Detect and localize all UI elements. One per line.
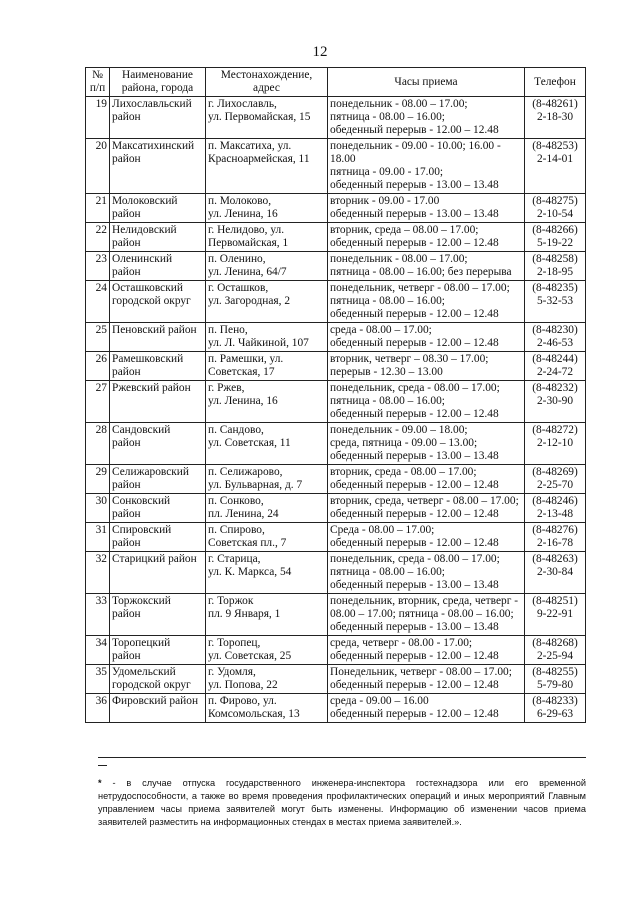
row-address: г. Ржев, ул. Ленина, 16 [206,381,328,423]
footnote-dash [98,765,107,766]
row-address: г. Торопец, ул. Советская, 25 [206,636,328,665]
row-district: Осташковский городской округ [110,281,206,323]
table-header-row [86,68,586,97]
row-phone: (8-48235) 5-32-53 [525,281,586,323]
row-hours: понедельник - 09.00 – 18.00; среда, пятница - 09.00 – 13.00; обеденный перерыв - 13.00 – 13.48 [328,423,525,465]
row-district: Оленинский район [110,252,206,281]
row-address: п. Рамешки, ул. Советская, 17 [206,352,328,381]
row-num: 28 [86,423,110,465]
row-hours: среда, четверг - 08.00 - 17.00; обеденный перерыв - 12.00 – 12.48 [328,636,525,665]
row-num: 26 [86,352,110,381]
row-address: п. Оленино, ул. Ленина, 64/7 [206,252,328,281]
row-district: Молоковский район [110,194,206,223]
row-hours: среда - 08.00 – 17.00; обеденный перерыв - 12.00 – 12.48 [328,323,525,352]
header-address: Местонахождение, адрес [206,68,328,97]
row-district: Торопецкий район [110,636,206,665]
row-district: Фировский район [110,694,206,723]
row-num: 35 [86,665,110,694]
row-district: Селижаровский район [110,465,206,494]
row-address: г. Удомля, ул. Попова, 22 [206,665,328,694]
row-num: 29 [86,465,110,494]
row-district: Максатихинский район [110,139,206,194]
row-district: Сандовский район [110,423,206,465]
table-row [86,594,586,636]
row-num: 34 [86,636,110,665]
table-row [86,139,586,194]
row-district: Спировский район [110,523,206,552]
row-district: Лихославльский район [110,97,206,139]
row-num: 23 [86,252,110,281]
table-row [86,423,586,465]
row-address: г. Осташков, ул. Загородная, 2 [206,281,328,323]
row-hours: понедельник, четверг - 08.00 – 17.00; пятница - 08.00 – 16.00; обеденный перерыв - 12.00 – 12.48 [328,281,525,323]
row-hours: вторник, четверг – 08.30 – 17.00; перерыв - 12.30 – 13.00 [328,352,525,381]
row-address: п. Молоково, ул. Ленина, 16 [206,194,328,223]
row-address: г. Нелидово, ул. Первомайская, 1 [206,223,328,252]
row-num: 32 [86,552,110,594]
table-row [86,194,586,223]
row-hours: среда - 09.00 – 16.00 обеденный перерыв - 12.00 – 12.48 [328,694,525,723]
row-district: Ржевский район [110,381,206,423]
row-num: 22 [86,223,110,252]
row-phone: (8-48258) 2-18-95 [525,252,586,281]
footnote-separator [98,757,586,758]
row-district: Сонковский район [110,494,206,523]
table-row [86,494,586,523]
footnote-text: - в случае отпуска государственного инженера-инспектора гостехнадзора или его временной нетрудоспособности, а также во время проведения профилактических операций и иных мероприятий Главным управлением часы приема заявителей могут быть изменены. Информацию об изменении часов приема заявителей разместить на информационных стендах в местах приема заявителей.». [98,778,586,827]
row-num: 30 [86,494,110,523]
header-district: Наименование района, города [110,68,206,97]
row-hours: Понедельник, четверг - 08.00 – 17.00; обеденный перерыв - 12.00 – 12.48 [328,665,525,694]
row-num: 20 [86,139,110,194]
row-phone: (8-48268) 2-25-94 [525,636,586,665]
row-hours: понедельник - 08.00 – 17.00; пятница - 08.00 – 16.00; обеденный перерыв - 12.00 – 12.48 [328,97,525,139]
table-row [86,223,586,252]
page-number: 12 [312,44,328,60]
row-num: 24 [86,281,110,323]
row-district: Старицкий район [110,552,206,594]
row-phone: (8-48251) 9-22-91 [525,594,586,636]
row-district: Удомельский городской округ [110,665,206,694]
row-address: п. Селижарово, ул. Бульварная, д. 7 [206,465,328,494]
row-address: п. Сандово, ул. Советская, 11 [206,423,328,465]
row-num: 36 [86,694,110,723]
table-row [86,323,586,352]
row-phone: (8-48272) 2-12-10 [525,423,586,465]
row-address: п. Фирово, ул. Комсомольская, 13 [206,694,328,723]
row-district: Нелидовский район [110,223,206,252]
row-phone: (8-48276) 2-16-78 [525,523,586,552]
row-hours: вторник, среда - 08.00 – 17.00; обеденный перерыв - 12.00 – 12.48 [328,465,525,494]
row-phone: (8-48275) 2-10-54 [525,194,586,223]
table-row [86,352,586,381]
row-hours: вторник - 09.00 - 17.00 обеденный перерыв - 13.00 – 13.48 [328,194,525,223]
row-phone: (8-48255) 5-79-80 [525,665,586,694]
footnote-mark: * [98,778,102,788]
row-address: п. Пено, ул. Л. Чайкиной, 107 [206,323,328,352]
row-district: Рамешковский район [110,352,206,381]
table-row [86,252,586,281]
row-phone: (8-48230) 2-46-53 [525,323,586,352]
footnote [98,777,586,829]
row-address: г. Торжок пл. 9 Января, 1 [206,594,328,636]
reception-schedule-table [85,67,586,723]
row-num: 19 [86,97,110,139]
row-phone: (8-48263) 2-30-84 [525,552,586,594]
row-num: 27 [86,381,110,423]
row-num: 33 [86,594,110,636]
row-hours: понедельник - 09.00 - 10.00; 16.00 - 18.00 пятница - 09.00 - 17.00; обеденный перерыв - 13.00 – 13.48 [328,139,525,194]
row-address: п. Сонково, пл. Ленина, 24 [206,494,328,523]
row-hours: вторник, среда, четверг - 08.00 – 17.00; обеденный перерыв - 12.00 – 12.48 [328,494,525,523]
row-phone: (8-48266) 5-19-22 [525,223,586,252]
row-district: Пеновский район [110,323,206,352]
row-phone: (8-48269) 2-25-70 [525,465,586,494]
table-row [86,665,586,694]
row-phone: (8-48261) 2-18-30 [525,97,586,139]
row-phone: (8-48246) 2-13-48 [525,494,586,523]
row-address: г. Старица, ул. К. Маркса, 54 [206,552,328,594]
row-num: 31 [86,523,110,552]
row-hours: понедельник, вторник, среда, четверг - 08.00 – 17.00; пятница - 08.00 – 16.00; обеденный перерыв - 13.00 – 13.48 [328,594,525,636]
table-row [86,281,586,323]
table-row [86,97,586,139]
row-phone: (8-48253) 2-14-01 [525,139,586,194]
row-district: Торжокский район [110,594,206,636]
header-num: № п/п [86,68,110,97]
table-row [86,552,586,594]
row-num: 25 [86,323,110,352]
table-row [86,636,586,665]
row-hours: понедельник, среда - 08.00 – 17.00; пятница - 08.00 – 16.00; обеденный перерыв - 12.00 – 12.48 [328,381,525,423]
header-phone: Телефон [525,68,586,97]
table-row [86,465,586,494]
row-num: 21 [86,194,110,223]
table-row [86,523,586,552]
table-row [86,381,586,423]
row-address: п. Спирово, Советская пл., 7 [206,523,328,552]
row-phone: (8-48244) 2-24-72 [525,352,586,381]
row-address: п. Максатиха, ул. Красноармейская, 11 [206,139,328,194]
row-phone: (8-48232) 2-30-90 [525,381,586,423]
table-body [86,97,586,723]
row-hours: понедельник - 08.00 – 17.00; пятница - 08.00 – 16.00; без перерыва [328,252,525,281]
row-hours: Среда - 08.00 – 17.00; обеденный перерыв - 12.00 – 12.48 [328,523,525,552]
row-hours: понедельник, среда - 08.00 – 17.00; пятница - 08.00 – 16.00; обеденный перерыв - 13.00 – 13.48 [328,552,525,594]
table-row [86,694,586,723]
row-phone: (8-48233) 6-29-63 [525,694,586,723]
row-address: г. Лихославль, ул. Первомайская, 15 [206,97,328,139]
row-hours: вторник, среда – 08.00 – 17.00; обеденный перерыв - 12.00 – 12.48 [328,223,525,252]
header-hours: Часы приема [328,68,525,97]
